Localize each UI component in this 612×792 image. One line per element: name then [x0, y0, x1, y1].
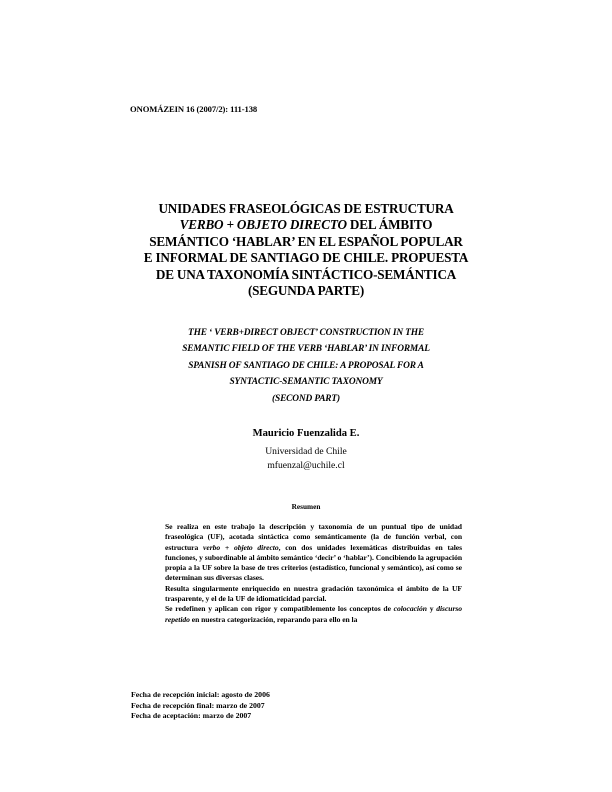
date-received: Fecha de recepción inicial: agosto de 2006 [131, 690, 270, 699]
subtitle-line: SYNTACTIC-SEMANTIC TAXONOMY [229, 377, 383, 388]
date-accepted: Fecha de aceptación: marzo de 2007 [131, 711, 252, 721]
title-line: UNIDADES FRASEOLÓGICAS DE ESTRUCTURA [158, 201, 454, 216]
abstract-body [165, 522, 462, 625]
author-name: Mauricio Fuenzalida E. [252, 428, 360, 439]
subtitle-line: SPANISH OF SANTIAGO DE CHILE: A PROPOSAL FOR A [188, 360, 424, 371]
abstract-text: y [426, 604, 437, 614]
date-final: Fecha de recepción final: marzo de 2007 [131, 700, 265, 710]
abstract-text: Se redefinen y aplican con rigor y compatiblemente los conceptos de [165, 604, 394, 614]
submission-dates [131, 690, 270, 722]
article-title [100, 201, 512, 299]
subtitle-line: SEMANTIC FIELD OF THE VERB ‘HABLAR’ IN INFORMAL [182, 344, 430, 355]
title-line: (SEGUNDA PARTE) [247, 283, 365, 299]
abstract-paragraph [165, 604, 462, 625]
abstract-italic-term: verbo + objeto directo [203, 542, 279, 552]
subtitle-line: THE ‘ VERB+DIRECT OBJECT’ CONSTRUCTION IN THE [188, 328, 424, 338]
abstract-paragraph: Resulta singularmente enriquecido en nuestra gradación taxonómica el ámbito de la UF trasparente, y el de la UF de idiomaticidad parcial. [165, 583, 462, 604]
abstract-italic-term: discurso repetido [165, 604, 462, 624]
abstract-text: Se realiza en este trabajo la descripción y taxonomía de un puntual tipo de unidad fraseológica (UF), acotada sintáctica como semánticamente (la de función verbal, con estructura [165, 522, 462, 552]
title-text: DEL ÁMBITO [346, 217, 433, 233]
title-italic-term: VERBO + OBJETO DIRECTO [179, 217, 347, 233]
journal-reference: ONOMÁZEIN 16 (2007/2): 111-138 [130, 104, 258, 114]
title-line: E INFORMAL DE SANTIAGO DE CHILE. PROPUESTA [143, 250, 469, 266]
abstract-text: , con dos unidades lexemáticas distribuidas en tales funciones, y subordinable al ámbito semántico ‘decir’ o ‘hablar’). Concibiendo la agrupación propia a la UF sobre la base de tres criterios (estadístico, funcional y semántico), así como se determinan sus diversas clases. [165, 542, 463, 583]
english-title [120, 325, 492, 407]
title-line [100, 217, 512, 233]
author-affiliation: Universidad de Chile [265, 446, 347, 457]
abstract-text: en nuestra categorización, reparando para ello en la [189, 614, 358, 624]
abstract-heading: Resumen [291, 502, 321, 511]
author-email[interactable]: mfuenzal@uchile.cl [267, 460, 345, 471]
title-line: DE UNA TAXONOMÍA SINTÁCTICO-SEMÁNTICA [155, 266, 457, 282]
subtitle-line: (SECOND PART) [272, 393, 340, 404]
title-line: SEMÁNTICO ‘HABLAR’ EN EL ESPAÑOL POPULAR [149, 233, 463, 249]
abstract-italic-term: colocación [393, 604, 427, 614]
abstract-paragraph [165, 522, 462, 584]
